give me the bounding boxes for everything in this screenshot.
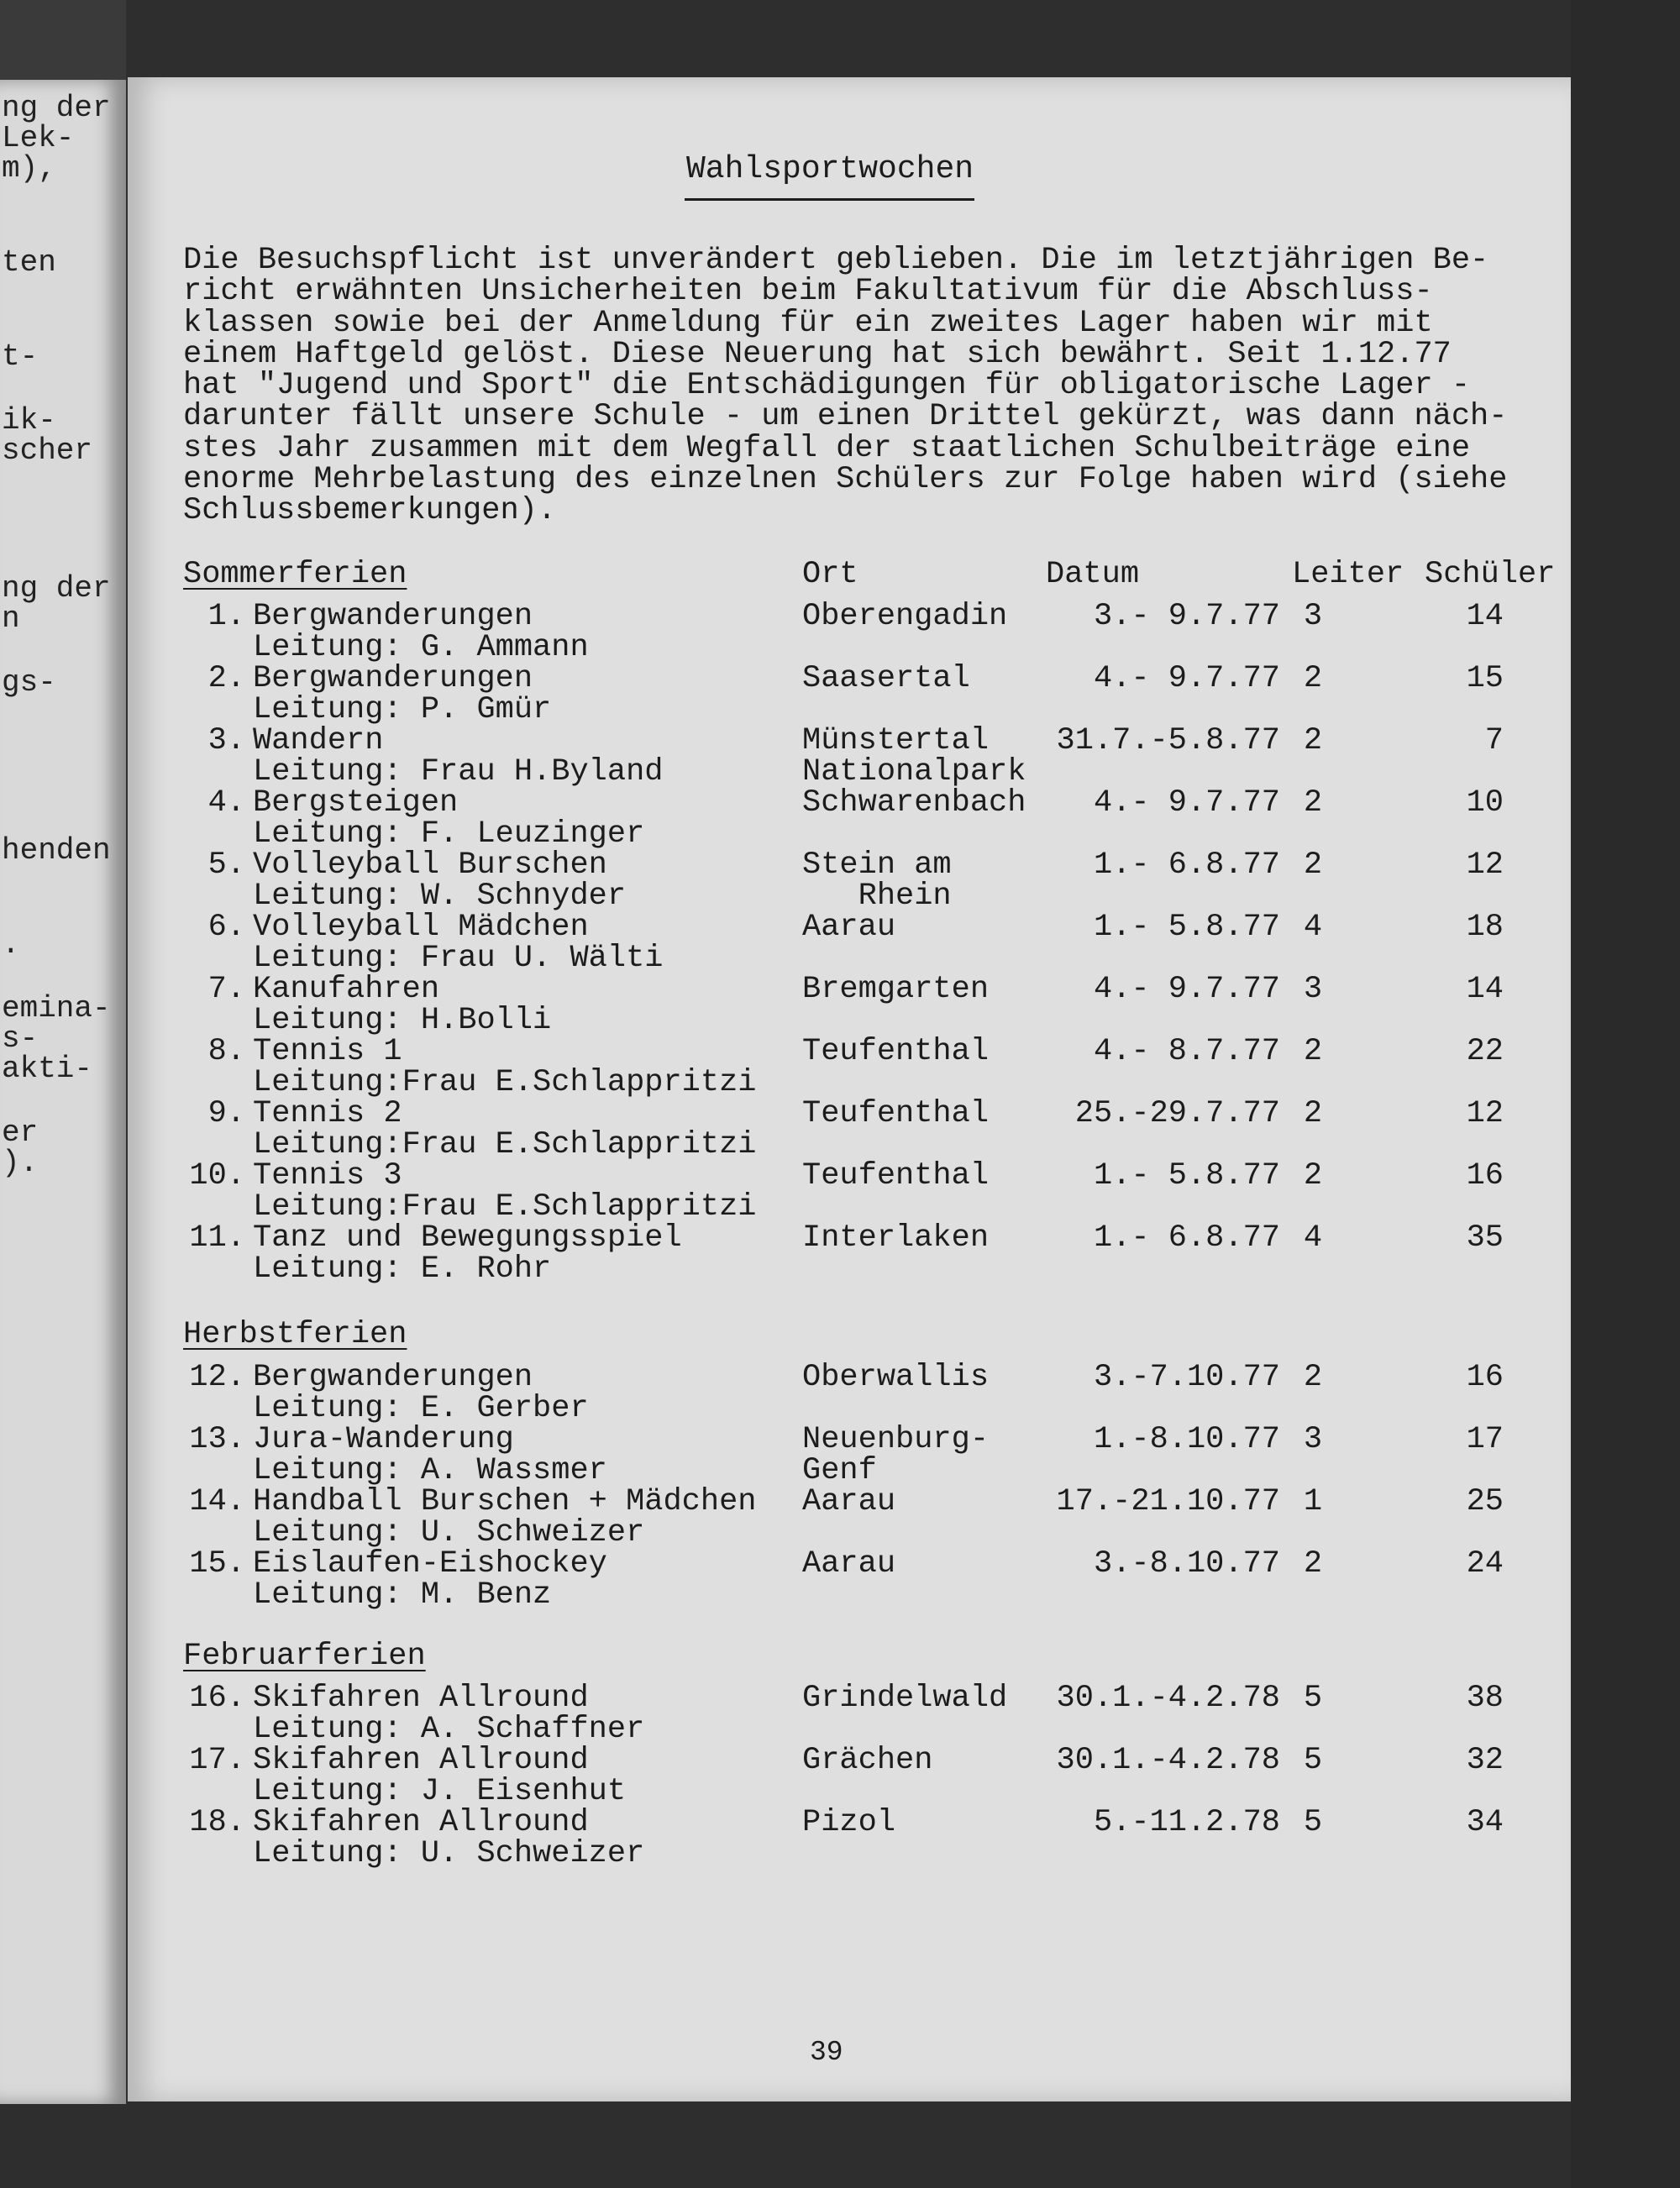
intro-line: enorme Mehrbelastung des einzelnen Schülers zur Folge haben wird (siehe [183, 462, 1508, 498]
date-range: 3.- 9.7.77 [1093, 599, 1280, 634]
section-heading-februarferien: Februarferien [183, 1639, 426, 1674]
leader-line: Leitung: E. Rohr [253, 1251, 552, 1287]
row-number: 16. [189, 1681, 245, 1716]
row-number: 11. [189, 1220, 245, 1256]
column-header-ort: Ort [802, 557, 858, 592]
intro-line: stes Jahr zusammen mit dem Wegfall der staatlichen Schulbeiträge eine [183, 430, 1471, 466]
leader-line: Leitung: Frau H.Byland [253, 754, 664, 790]
date-range: 4.- 9.7.77 [1093, 785, 1280, 821]
row-number: 6. [207, 910, 245, 945]
leader-line: Leitung: F. Leuzinger [253, 816, 645, 852]
leader-count: 3 [1303, 599, 1323, 634]
row-number: 10. [189, 1158, 245, 1194]
leader-line: Leitung: M. Benz [253, 1577, 552, 1613]
table-row [128, 1805, 1571, 1871]
left-fragment: ng der [2, 91, 111, 125]
location: Teufenthal [802, 1096, 990, 1131]
date-range: 1.- 5.8.77 [1093, 910, 1280, 945]
activity-name: Bergsteigen [253, 785, 459, 821]
left-fragment: gs- [2, 665, 56, 700]
date-range: 1.- 6.8.77 [1093, 847, 1280, 883]
activity-name: Skifahren Allround [253, 1743, 589, 1778]
student-count: 25 [1466, 1484, 1504, 1519]
student-count: 16 [1466, 1360, 1504, 1395]
date-range: 4.- 8.7.77 [1093, 1034, 1280, 1069]
left-fragment: s- [2, 1021, 39, 1056]
intro-paragraph [183, 245, 1561, 527]
leader-count: 2 [1303, 1158, 1323, 1194]
left-fragment: er [2, 1115, 39, 1150]
student-count: 15 [1466, 661, 1504, 696]
row-number: 9. [207, 1096, 245, 1131]
row-number: 1. [207, 599, 245, 634]
location: Neuenburg- [802, 1422, 990, 1457]
student-count: 14 [1466, 599, 1504, 634]
location: Aarau [802, 1546, 896, 1582]
table-row [128, 1484, 1571, 1550]
table-row [128, 1422, 1571, 1488]
leader-line: Leitung:Frau E.Schlappritzi [253, 1127, 757, 1162]
left-fragment: n [2, 601, 20, 636]
page-title: Wahlsportwochen [686, 151, 974, 187]
date-range: 3.-7.10.77 [1093, 1360, 1280, 1395]
student-count: 35 [1466, 1220, 1504, 1256]
row-number: 12. [189, 1360, 245, 1395]
leader-count: 2 [1303, 1360, 1323, 1395]
date-range: 30.1.-4.2.78 [1056, 1681, 1280, 1716]
left-fragment: . [2, 927, 20, 962]
student-count: 17 [1466, 1422, 1504, 1457]
row-number: 14. [189, 1484, 245, 1519]
location: Münstertal [802, 723, 990, 758]
student-count: 18 [1466, 910, 1504, 945]
table-row [128, 912, 1571, 974]
table-row [128, 1362, 1571, 1425]
student-count: 32 [1466, 1743, 1504, 1778]
leader-count: 2 [1303, 785, 1323, 821]
leader-count: 5 [1303, 1805, 1323, 1840]
leader-line: Leitung: G. Ammann [253, 630, 589, 665]
location: Schwarenbach [802, 785, 1026, 821]
location: Oberwallis [802, 1360, 990, 1395]
student-count: 12 [1466, 847, 1504, 883]
date-range: 3.-8.10.77 [1093, 1546, 1280, 1582]
student-count: 10 [1466, 785, 1504, 821]
leader-count: 2 [1303, 661, 1323, 696]
table-row [128, 1745, 1571, 1808]
intro-line: hat "Jugend und Sport" die Entschädigungen für obligatorische Lager - [183, 368, 1471, 404]
date-range: 25.-29.7.77 [1074, 1096, 1280, 1131]
row-number: 13. [189, 1422, 245, 1457]
title-underline [685, 198, 974, 201]
intro-line: einem Haftgeld gelöst. Diese Neuerung hat sich bewährt. Seit 1.12.77 [183, 336, 1452, 372]
intro-line: Die Besuchspflicht ist unverändert geblieben. Die im letztjährigen Be- [183, 243, 1489, 278]
section-heading-sommerferien: Sommerferien [183, 557, 407, 592]
date-range: 4.- 9.7.77 [1093, 972, 1280, 1007]
leader-line: Leitung: A. Schaffner [253, 1712, 645, 1747]
left-fragment: t- [2, 339, 39, 374]
table-row [128, 1158, 1571, 1225]
leader-count: 3 [1303, 1422, 1323, 1457]
table-row [128, 1546, 1571, 1613]
location: Bremgarten [802, 972, 990, 1007]
activity-name: Bergwanderungen [253, 599, 533, 634]
activity-name: Tennis 3 [253, 1158, 402, 1194]
activity-name: Wandern [253, 723, 384, 758]
leader-line: Leitung: J. Eisenhut [253, 1774, 627, 1809]
student-count: 7 [1484, 723, 1504, 758]
section-heading-herbstferien: Herbstferien [183, 1317, 407, 1352]
location-continued: Nationalpark [802, 754, 1026, 790]
left-fragment: ng der [2, 571, 111, 606]
location: Oberengadin [802, 599, 1008, 634]
location: Pizol [802, 1805, 896, 1840]
background-edge [1571, 0, 1680, 2188]
leader-line: Leitung: E. Gerber [253, 1391, 589, 1426]
location: Interlaken [802, 1220, 990, 1256]
activity-name: Jura-Wanderung [253, 1422, 514, 1457]
intro-line: darunter fällt unsere Schule - um einen Drittel gekürzt, was dann näch- [183, 399, 1508, 435]
location: Saasertal [802, 661, 970, 696]
table-row [128, 847, 1571, 914]
left-fragment: henden [2, 833, 111, 868]
left-fragment: ik- [2, 403, 56, 438]
table-row [128, 785, 1571, 852]
location-continued: Rhein [802, 879, 952, 914]
left-page-edge [0, 80, 126, 2104]
leader-line: Leitung: Frau U. Wälti [253, 941, 664, 976]
activity-name: Skifahren Allround [253, 1805, 589, 1840]
date-range: 17.-21.10.77 [1056, 1484, 1280, 1519]
leader-line: Leitung: H.Bolli [253, 1003, 552, 1038]
student-count: 38 [1466, 1681, 1504, 1716]
table-row [128, 1036, 1571, 1099]
table-row [128, 974, 1571, 1036]
left-fragment: m), [2, 151, 56, 186]
row-number: 18. [189, 1805, 245, 1840]
location: Aarau [802, 1484, 896, 1519]
student-count: 24 [1466, 1546, 1504, 1582]
intro-line: klassen sowie bei der Anmeldung für ein zweites Lager haben wir mit [183, 305, 1433, 341]
location: Stein am [802, 847, 952, 883]
left-fragment: Lek- [2, 121, 75, 155]
location: Grächen [802, 1743, 933, 1778]
activity-name: Tennis 1 [253, 1034, 402, 1069]
activity-name: Eislaufen-Eishockey [253, 1546, 607, 1582]
leader-count: 3 [1303, 972, 1323, 1007]
left-fragment: akti- [2, 1052, 93, 1086]
row-number: 7. [207, 972, 245, 1007]
activity-name: Bergwanderungen [253, 661, 533, 696]
leader-line: Leitung: A. Wassmer [253, 1453, 607, 1488]
leader-line: Leitung: U. Schweizer [253, 1836, 645, 1871]
column-header-leiter: Leiter [1292, 557, 1404, 592]
intro-line: Schlussbemerkungen). [183, 493, 557, 529]
leader-count: 4 [1303, 910, 1323, 945]
left-fragment: scher [2, 433, 93, 468]
location-continued: Genf [802, 1453, 877, 1488]
date-range: 1.-8.10.77 [1093, 1422, 1280, 1457]
row-number: 15. [189, 1546, 245, 1582]
left-fragment: ten [2, 245, 56, 280]
leader-line: Leitung: W. Schnyder [253, 879, 627, 914]
row-number: 17. [189, 1743, 245, 1778]
column-header-schueler: Schüler [1425, 557, 1556, 592]
intro-line: richt erwähnten Unsicherheiten beim Fakultativum für die Abschluss- [183, 274, 1433, 310]
date-range: 31.7.-5.8.77 [1056, 723, 1280, 758]
student-count: 14 [1466, 972, 1504, 1007]
leader-line: Leitung:Frau E.Schlappritzi [253, 1065, 757, 1100]
leader-count: 2 [1303, 1096, 1323, 1131]
leader-count: 5 [1303, 1743, 1323, 1778]
leader-count: 2 [1303, 1546, 1323, 1582]
table-row [128, 1683, 1571, 1745]
row-number: 8. [207, 1034, 245, 1069]
left-fragment: ). [2, 1146, 39, 1180]
student-count: 34 [1466, 1805, 1504, 1840]
date-range: 1.- 5.8.77 [1093, 1158, 1280, 1194]
page-number: 39 [810, 2037, 843, 2068]
activity-name: Bergwanderungen [253, 1360, 533, 1395]
leader-count: 4 [1303, 1220, 1323, 1256]
leader-count: 2 [1303, 847, 1323, 883]
date-range: 5.-11.2.78 [1093, 1805, 1280, 1840]
row-number: 3. [207, 723, 245, 758]
table-row [128, 1096, 1571, 1162]
date-range: 30.1.-4.2.78 [1056, 1743, 1280, 1778]
table-row [128, 1220, 1571, 1287]
table-row [128, 723, 1571, 790]
leader-count: 2 [1303, 1034, 1323, 1069]
student-count: 22 [1466, 1034, 1504, 1069]
student-count: 16 [1466, 1158, 1504, 1194]
activity-name: Tanz und Bewegungsspiel [253, 1220, 682, 1256]
activity-name: Tennis 2 [253, 1096, 402, 1131]
left-fragment: emina- [2, 991, 111, 1026]
student-count: 12 [1466, 1096, 1504, 1131]
leader-count: 5 [1303, 1681, 1323, 1716]
location: Teufenthal [802, 1158, 990, 1194]
leader-count: 2 [1303, 723, 1323, 758]
leader-line: Leitung: U. Schweizer [253, 1515, 645, 1550]
date-range: 4.- 9.7.77 [1093, 661, 1280, 696]
book-spine [0, 0, 126, 80]
row-number: 5. [207, 847, 245, 883]
activity-name: Kanufahren [253, 972, 440, 1007]
activity-name: Skifahren Allround [253, 1681, 589, 1716]
leader-count: 1 [1303, 1484, 1323, 1519]
location: Aarau [802, 910, 896, 945]
activity-name: Handball Burschen + Mädchen [253, 1484, 757, 1519]
row-number: 2. [207, 661, 245, 696]
leader-line: Leitung: P. Gmür [253, 692, 552, 727]
table-row [128, 661, 1571, 727]
table-row [128, 601, 1571, 664]
row-number: 4. [207, 785, 245, 821]
activity-name: Volleyball Burschen [253, 847, 607, 883]
leader-line: Leitung:Frau E.Schlappritzi [253, 1189, 757, 1225]
activity-name: Volleyball Mädchen [253, 910, 589, 945]
location: Teufenthal [802, 1034, 990, 1069]
location: Grindelwald [802, 1681, 1008, 1716]
date-range: 1.- 6.8.77 [1093, 1220, 1280, 1256]
document-page [128, 77, 1571, 2101]
column-header-datum: Datum [1046, 557, 1140, 592]
